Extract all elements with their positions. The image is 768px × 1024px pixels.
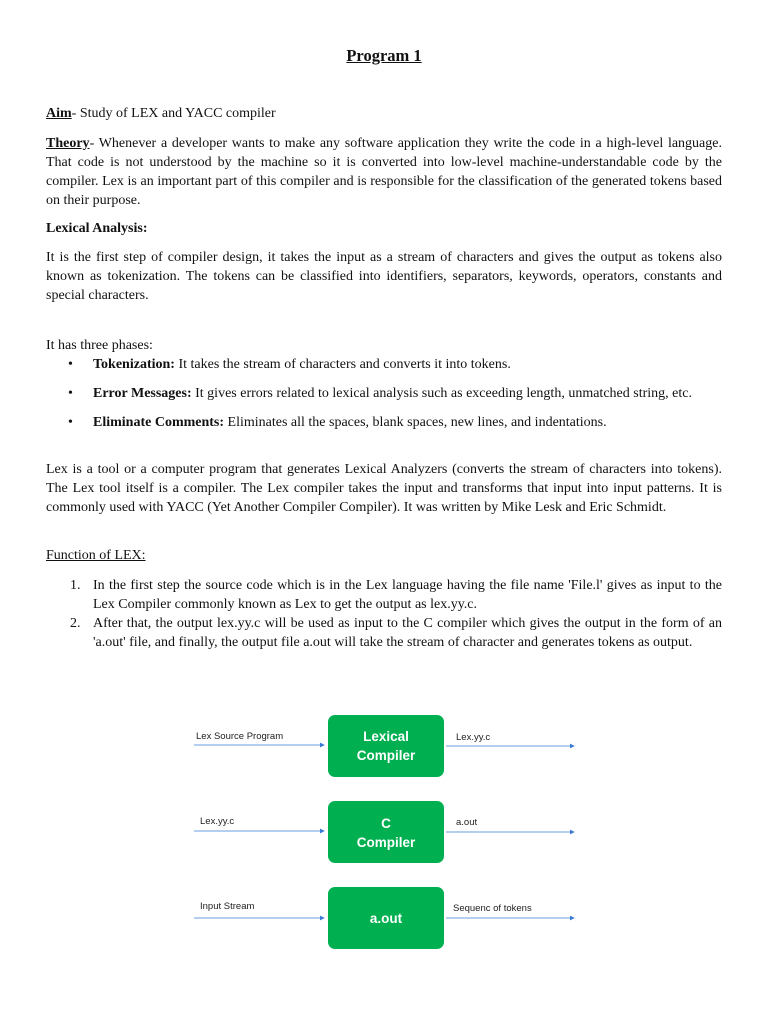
output-label: Sequenc of tokens <box>453 903 532 914</box>
output-label: Lex.yy.c <box>456 732 491 743</box>
box-label: a.out <box>369 911 403 926</box>
phase-term: Eliminate Comments: <box>93 415 225 430</box>
step-text: In the first step the source code which is in the Lex language having the file name 'File.l' gives as input to the Lex Compiler commonly known as Lex to get the output as lex.yy.c. <box>93 578 722 612</box>
function-of-lex-heading: Function of LEX: <box>46 548 146 563</box>
box-label: Compiler <box>356 835 416 850</box>
phase-term: Error Messages: <box>93 386 192 401</box>
lexical-compiler-box <box>328 715 444 777</box>
theory-text: - Whenever a developer wants to make any software application they write the code in a high-level language. That code is not understood by the machine so it is converted into low-level machine-understandable code by the compiler. Lex is an important part of this compiler and is responsible for the classification of the generated tokens based on their purpose. <box>46 136 722 208</box>
phase-term: Tokenization: <box>93 357 175 372</box>
step-text: After that, the output lex.yy.c will be used as input to the C compiler which gives the output in the form of an 'a.out' file, and finally, the output file a.out will take the stream of character and generates tokens as output. <box>93 616 722 650</box>
input-label: Lex Source Program <box>196 731 284 742</box>
list-item: 1. In the first step the source code which is in the Lex language having the file name 'File.l' gives as input to the Lex Compiler commonly known as Lex to get the output as lex.yy.c. <box>70 578 722 612</box>
theory-label: Theory <box>46 136 90 151</box>
phase-desc: It gives errors related to lexical analysis such as exceeding length, unmatched string, etc. <box>191 386 692 401</box>
list-item: • Eliminate Comments: Eliminates all the spaces, blank spaces, new lines, and indentations. <box>68 415 607 430</box>
aim-label: Aim <box>46 106 72 121</box>
output-label: a.out <box>456 817 478 828</box>
list-item: 2. After that, the output lex.yy.c will be used as input to the C compiler which gives the output in the form of an 'a.out' file, and finally, the output file a.out will take the stream of character and generates tokens as output. <box>70 616 722 650</box>
phase-desc: It takes the stream of characters and converts it into tokens. <box>174 357 511 372</box>
lex-paragraph: Lex is a tool or a computer program that generates Lexical Analyzers (converts the stream of characters into tokens). The Lex tool itself is a compiler. The Lex compiler takes the input and transforms that input into input patterns. It is commonly used with YACC (Yet Another Compiler Compiler). It was written by Mike Lesk and Eric Schmidt. <box>46 462 722 515</box>
lexical-analysis-paragraph: It is the first step of compiler design, it takes the input as a stream of characters and gives the output as tokens also known as tokenization. The tokens can be classified into identifiers, separators, keywords, operators, constants and special characters. <box>46 250 722 303</box>
list-item: • Error Messages: It gives errors related to lexical analysis such as exceeding length, unmatched string, etc. <box>68 386 692 401</box>
c-compiler-box <box>328 801 444 863</box>
lexical-analysis-heading: Lexical Analysis: <box>46 221 148 236</box>
phase-desc: Eliminates all the spaces, blank spaces, new lines, and indentations. <box>224 415 607 430</box>
page-title: Program 1 <box>346 46 422 65</box>
list-item: • Tokenization: It takes the stream of characters and converts it into tokens. <box>68 357 511 372</box>
box-label: C <box>381 816 391 831</box>
phases-intro: It has three phases: <box>46 338 153 353</box>
input-label: Lex.yy.c <box>200 816 235 827</box>
input-label: Input Stream <box>200 901 255 912</box>
box-label: Compiler <box>356 748 416 763</box>
box-label: Lexical <box>363 729 409 744</box>
aim-text: - Study of LEX and YACC compiler <box>71 106 276 121</box>
